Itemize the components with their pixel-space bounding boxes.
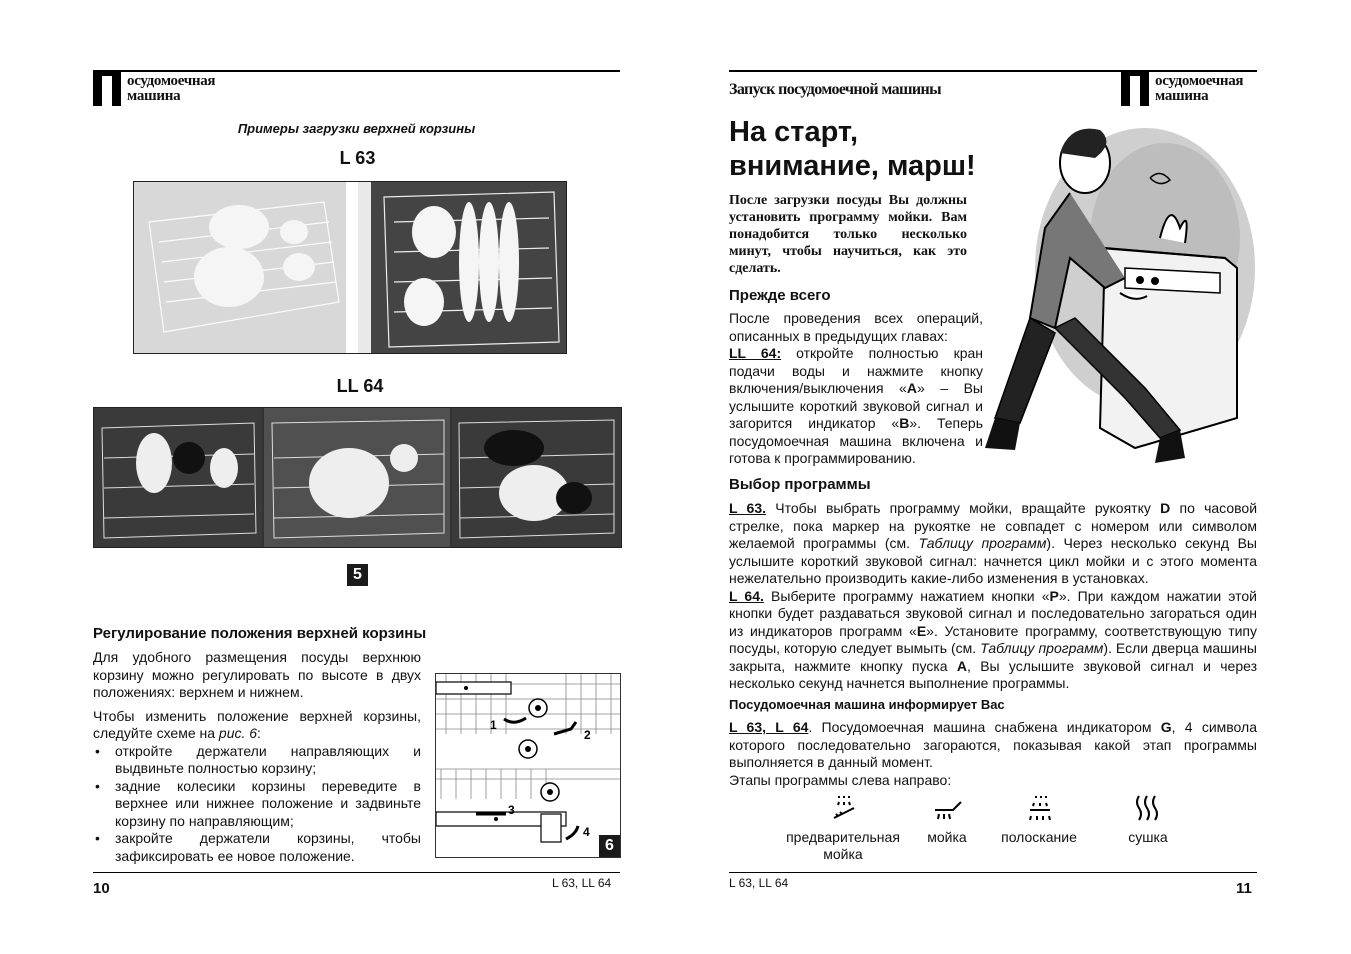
first-text-b: » – Вы услышите короткий звуковой сигнал и загорится индикатор « — [729, 380, 983, 431]
l64-text-b: ». При каждом нажатии этой кнопки будет раздаваться звуковой сигнал и последовательно загораться один из индикаторов программ « — [729, 587, 1257, 639]
l64-text-a: Выберите программу нажатием кнопки « — [763, 587, 1050, 604]
figure-6-diagram — [435, 673, 621, 858]
bullet-2: • задние колесики корзины переведите в верхнее или нижнее положение и задвиньте корзину по направляющим; — [93, 778, 421, 831]
ll64-basket-photos — [93, 407, 622, 548]
l63-basket-photos — [133, 181, 567, 354]
l64-paragraph — [729, 588, 1257, 693]
section-title-program: Выбор программы — [729, 476, 871, 493]
key-b: B — [899, 415, 910, 431]
cartoon-illustration-icon — [975, 118, 1257, 470]
program-selection-text — [729, 500, 1257, 693]
brand-name — [127, 74, 215, 104]
paragraph-2-suffix: : — [257, 725, 261, 741]
basket-rail-diagram — [436, 674, 620, 857]
figure-6-badge: 6 — [599, 835, 620, 857]
prewash-icon — [830, 794, 858, 822]
brand-line-1: осудомоечная — [127, 73, 216, 89]
bottom-rule-right — [729, 872, 1257, 873]
brand-line-1-right: осудомоечная — [1155, 73, 1244, 89]
step-1-label: 1 — [490, 718, 497, 732]
rinse-icon — [1026, 794, 1054, 824]
brand-logo-icon-right — [1121, 70, 1149, 106]
l63-reference: L 63. — [729, 500, 767, 516]
l63-paragraph — [729, 500, 1257, 588]
step-3-label: 3 — [508, 803, 515, 817]
ll64-basket-photo — [94, 408, 621, 547]
bullet-3: • закройте держатели корзины, чтобы зафиксировать ее новое положение. — [93, 830, 421, 865]
dry-icon — [1132, 794, 1162, 824]
l64-text-e: , Вы услышите звуковой сигнал и через несколько секунд начнется выполнение программы. — [729, 657, 1258, 691]
stage-rinse-label: полоскание — [1001, 829, 1077, 845]
l63-basket-photo — [134, 182, 566, 353]
stage-dry-label: сушка — [1128, 829, 1168, 845]
brand-line-2: машина — [127, 88, 181, 104]
intro-text: После загрузки посуды Вы должны установить программу мойки. Вам понадобится только несколько минут, чтобы научиться, как это сделать. — [729, 193, 967, 276]
first-text-c: ». Теперь посудомоечная машина включена и готова к программированию. — [729, 415, 983, 466]
paragraph-1: Для удобного размещения посуды верхнюю корзину можно регулировать по высоте в двух положениях: верхнем и нижнем. — [93, 649, 421, 700]
big-title — [729, 115, 976, 183]
stages-intro: Этапы программы слева направо: — [729, 771, 952, 788]
step-4-label: 4 — [583, 825, 590, 839]
inform-text-a: . Посудомоечная машина снабжена индикатором — [808, 719, 1161, 735]
footer-models-right: L 63, LL 64 — [729, 876, 789, 890]
brand-line-2-right: машина — [1155, 88, 1209, 104]
woman-dishwasher-illustration — [975, 118, 1257, 470]
big-title-line-1: На старт, — [729, 116, 858, 148]
key-e: E — [916, 622, 927, 639]
key-d: D — [1160, 500, 1171, 516]
table-reference-1: Таблицу программ — [918, 535, 1047, 551]
brand-name-right — [1155, 74, 1243, 104]
table-reference-2: Таблицу программ — [980, 640, 1104, 656]
key-p: P — [1049, 587, 1059, 604]
top-rule-left — [93, 70, 620, 72]
figure-5-badge: 5 — [347, 564, 368, 586]
model-l63-heading: L 63 — [339, 148, 376, 168]
l63-text-b: по часовой стрелке, пока маркер на рукоятке не совпадет с номером или символом желаемой программы (см. — [729, 500, 1258, 551]
loading-examples-subtitle: Примеры загрузки верхней корзины — [237, 121, 476, 136]
page-number-right: 11 — [1236, 880, 1252, 897]
l63-text-c: ). Через несколько секунд Вы услышите короткий звуковой сигнал: начнется цикл мойки и с этого момента нежелательно производить какие-либо изменения в установках. — [729, 535, 1257, 586]
brand-logo-icon — [93, 70, 121, 106]
inform-text-b: , 4 символа которого последовательно загораются, показывая какой этап программы выполняется в данный момент. — [729, 719, 1257, 770]
stage-prewash-label: предварительная мойка — [786, 829, 900, 862]
key-g: G — [1160, 719, 1172, 735]
basket-adjustment-text — [93, 649, 421, 865]
inform-reference: L 63, L 64 — [729, 719, 809, 735]
step-2-label: 2 — [584, 728, 591, 742]
section-title-basket-adjustment: Регулирование положения верхней корзины — [93, 625, 427, 642]
model-ll64-heading: LL 64 — [336, 376, 384, 396]
header-title: Запуск посудомоечной машины — [729, 81, 942, 98]
bottom-rule-left — [93, 872, 620, 873]
key-a: A — [906, 380, 917, 396]
l63-text-a: Чтобы выбрать программу мойки, вращайте рукоятку — [766, 500, 1161, 516]
stage-wash-label: мойка — [927, 829, 967, 845]
footer-models-left: L 63, LL 64 — [552, 876, 612, 890]
section-title-first: Прежде всего — [729, 287, 831, 304]
l64-reference: L 64. — [729, 587, 764, 604]
first-intro: После проведения всех операций, описанных в предыдущих главах: — [729, 310, 983, 344]
page-number-left: 10 — [93, 880, 110, 897]
top-rule-right — [729, 70, 1257, 72]
bullet-1: • откройте держатели направляющих и выдвиньте полностью корзину; — [93, 743, 421, 778]
paragraph-2 — [93, 708, 421, 743]
wash-icon — [933, 800, 963, 822]
first-steps-text — [729, 310, 983, 468]
figure-reference: рис. 6 — [218, 725, 258, 741]
first-text-a: откройте полностью кран подачи воды и нажмите кнопку включения/выключения « — [729, 345, 983, 396]
l64-text-d: ). Если дверца машины закрыта, нажмите кнопку пуска — [729, 640, 1257, 674]
l64-text-c: ». Установите программу, соответствующую типу посуды, которую следует вымыть (см. — [729, 622, 1258, 656]
ll64-reference: LL 64: — [729, 345, 782, 361]
inform-text — [729, 719, 1257, 789]
section-title-inform: Посудомоечная машина информирует Вас — [729, 697, 1005, 712]
paragraph-2-prefix: Чтобы изменить положение верхней корзины, следуйте схеме на — [93, 707, 421, 741]
key-a-start: A — [956, 657, 967, 674]
big-title-line-2: внимание, марш! — [729, 150, 976, 182]
